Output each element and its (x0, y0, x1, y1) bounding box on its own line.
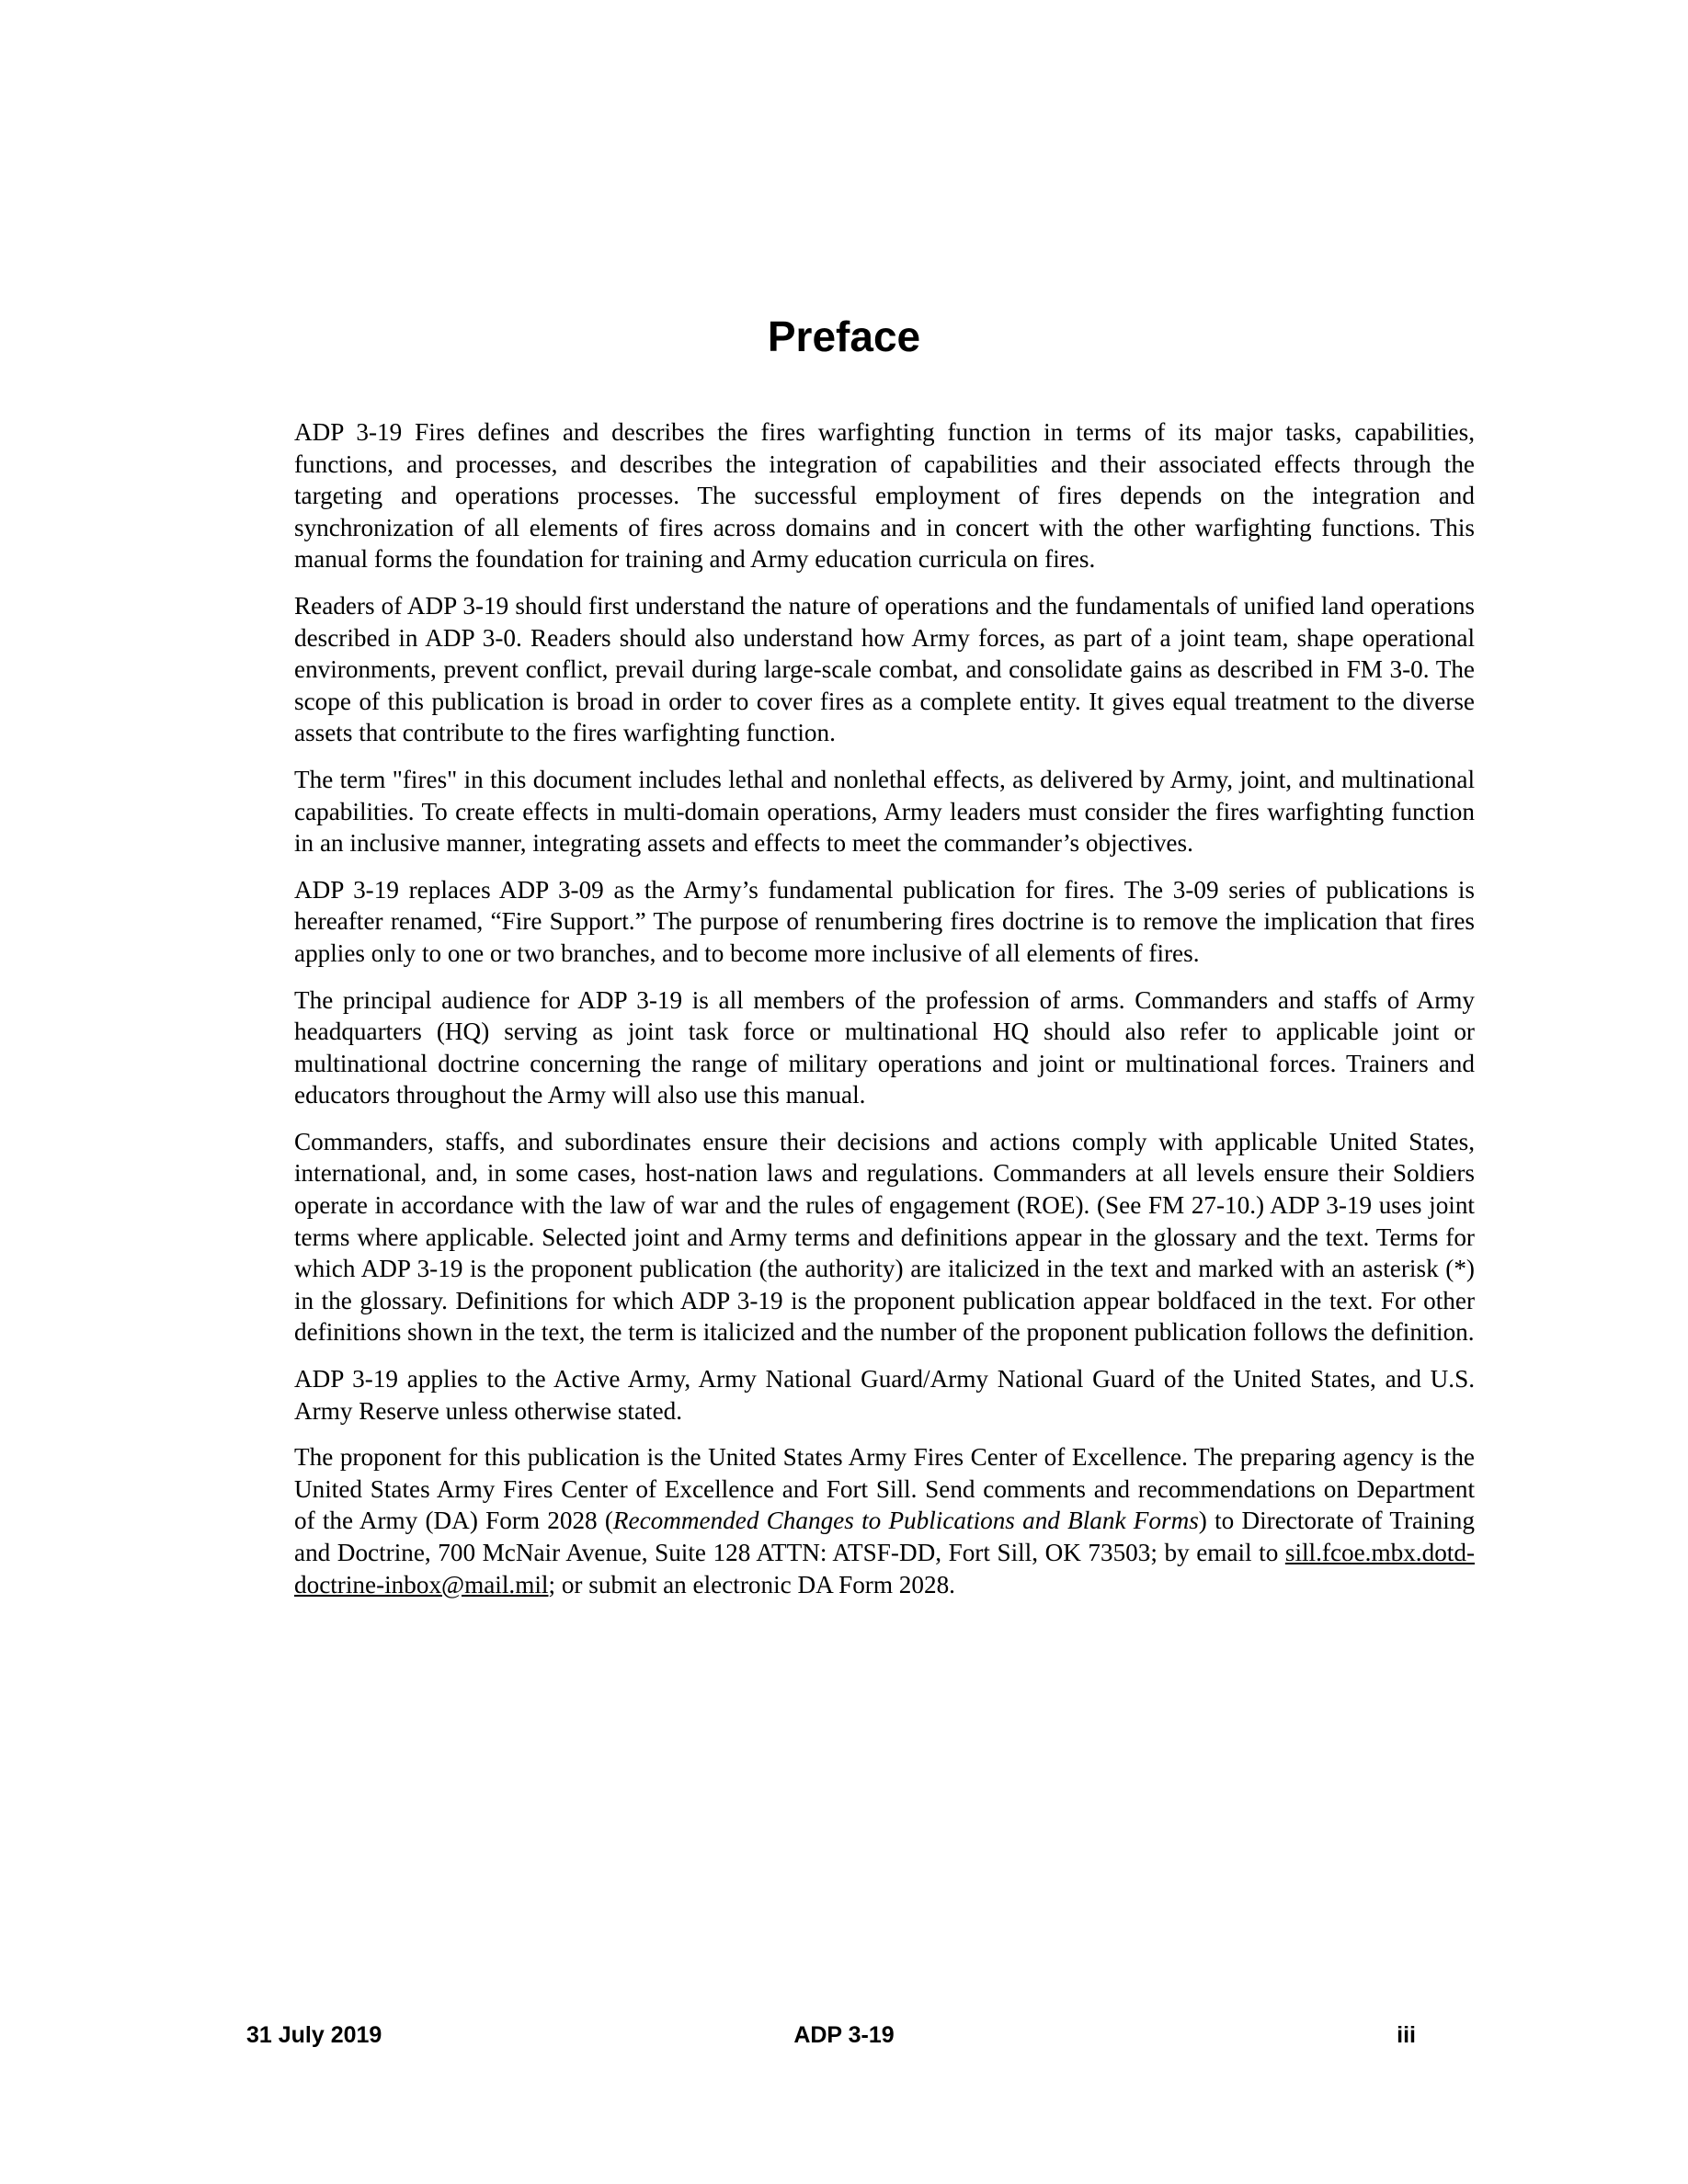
footer-publication: ADP 3-19 (793, 2022, 895, 2048)
proponent-text-2: ) to Directorate of Training and Doctrine, 700 McNair Avenue, Suite 128 ATTN: ATSF-DD, Fort Sill, OK 73503; by email to (294, 1507, 1475, 1566)
paragraph-replaces: ADP 3-19 replaces ADP 3-09 as the Army’s fundamental publication for fires. The 3-09 series of publications is hereafter renamed, “Fire Support.” The purpose of renumbering fires doctrine is to remove the implication that fires applies only to one or two branches, and to become more inclusive of all elements of fires. (294, 875, 1475, 967)
proponent-text-3: ; or submit an electronic DA Form 2028. (548, 1570, 955, 1598)
paragraph-audience: The principal audience for ADP 3-19 is all members of the profession of arms. Commanders and staffs of Army headquarters (HQ) serving as joint task force or multinational HQ should also refer to applicable joint or multinational doctrine concerning the range of military operations and joint or multinational forces. Trainers and educators throughout the Army will also use this manual. (294, 985, 1475, 1109)
preface-body (294, 416, 1475, 1615)
paragraph-applicability: ADP 3-19 applies to the Active Army, Army National Guard/Army National Guard of the United States, and U.S. Army Reserve unless otherwise stated. (294, 1365, 1475, 1425)
paragraph-readers: Readers of ADP 3-19 should first understand the nature of operations and the fundamentals of unified land operations described in ADP 3-0. Readers should also understand how Army forces, as part of a joint team, shape operational environments, prevent conflict, prevail during large-scale combat, and consolidate gains as described in FM 3-0. The scope of this publication is broad in order to cover fires as a complete entity. It gives equal treatment to the diverse assets that contribute to the fires warfighting function. (294, 591, 1475, 747)
footer-date: 31 July 2019 (246, 2022, 382, 2048)
paragraph-proponent (294, 1441, 1475, 1600)
proponent-text-1: The proponent for this publication is the United States Army Fires Center of Excellence. The preparing agency is the United States Army Fires Center of Excellence and Fort Sill. Send comments and recommendations on Department of the Army (DA) Form 2028 ( (294, 1443, 1475, 1535)
footer-page-number: iii (1397, 2022, 1416, 2048)
paragraph-fires-term: The term "fires" in this document includes lethal and nonlethal effects, as delivered by Army, joint, and multinational capabilities. To create effects in multi-domain operations, Army leaders must consider the fires warfighting function in an inclusive manner, integrating assets and effects to meet the commander’s objectives. (294, 765, 1475, 858)
paragraph-purpose: ADP 3-19 Fires defines and describes the fires warfighting function in terms of its major tasks, capabilities, functions, and processes, and describes the integration of capabilities and their associated effects through the targeting and operations processes. The successful employment of fires depends on the integration and synchronization of all elements of fires across domains and in concert with the other warfighting functions. This manual forms the foundation for training and Army education curricula on fires. (294, 418, 1475, 574)
email-link[interactable]: sill.fcoe.mbx.dotd-doctrine-inbox@mail.mil (294, 1539, 1475, 1598)
page-footer (0, 2020, 1688, 2050)
paragraph-compliance: Commanders, staffs, and subordinates ensure their decisions and actions comply with applicable United States, international, and, in some cases, host-nation laws and regulations. Commanders at all levels ensure their Soldiers operate in accordance with the law of war and the rules of engagement (ROE). (See FM 27-10.) ADP 3-19 uses joint terms where applicable. Selected joint and Army terms and definitions appear in the glossary and the text. Terms for which ADP 3-19 is the proponent publication (the authority) are italicized in the text and marked with an asterisk (*) in the glossary. Definitions for which ADP 3-19 is the proponent publication appear boldfaced in the text. For other definitions shown in the text, the term is italicized and the number of the proponent publication follows the definition. (294, 1127, 1475, 1347)
page-title: Preface (767, 313, 921, 360)
form-title: Recommended Changes to Publications and Blank Forms (612, 1507, 1199, 1535)
